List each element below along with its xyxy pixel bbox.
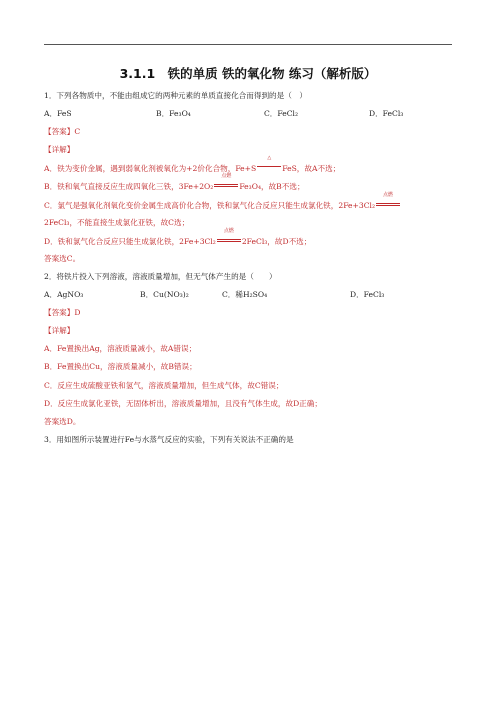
header-rule (44, 44, 452, 45)
q2-explain-a: A．Fe置换出Ag，溶液质量减小，故A错误； (44, 344, 197, 354)
reaction-condition: 点燃 (221, 173, 232, 180)
q2-option-a: A．AgNO₃ (44, 290, 84, 300)
q1-explain-a (44, 155, 454, 175)
q1-explain-a-tail: FeS，故A不选； (282, 164, 341, 174)
q1-explain-d (44, 227, 454, 248)
q1-options (44, 107, 454, 121)
q1-option-d: D．FeCl₃ (369, 109, 404, 119)
reaction-arrow (256, 155, 282, 171)
reaction-condition: 点燃 (223, 227, 234, 234)
q1-explain-c-text: C．氯气是强氧化剂氧化变价金属生成高价化合物，铁和氯气化合反应只能生成氯化铁，2Fe+3Cl₂ (44, 200, 376, 210)
q2-option-d: D．FeCl₃ (350, 290, 385, 300)
q2-answer: 【答案】D (44, 308, 81, 318)
q1-explain-d-text: D．铁和氯气化合反应只能生成氯化铁，2Fe+3Cl₂ (44, 236, 216, 246)
reaction-arrow (216, 227, 242, 244)
q2-options (44, 288, 454, 302)
reaction-arrow (375, 191, 401, 208)
q2-conclusion: 答案选D。 (44, 416, 81, 426)
q1-explain-d-tail: 2FeCl₃，故D不选； (241, 236, 312, 246)
q2-explain-c: C．反应生成硫酸亚铁和氢气，溶液质量增加，但生成气体，故C错误； (44, 380, 284, 390)
q1-explain-a-text: A．铁为变价金属，遇到弱氧化剂被氧化为+2价化合物，Fe+S (44, 164, 257, 174)
q1-explain-c-line2: 2FeCl₃，不能直接生成氯化亚铁，故C选； (44, 217, 190, 227)
q2-explain-b: B．Fe置换出Cu，溶液质量减小，故B错误； (44, 362, 197, 372)
reaction-condition: △ (267, 155, 272, 162)
q1-stem: 1．下列各物质中，不能由组成它的两种元素的单质直接化合而得到的是（ ） (44, 91, 308, 100)
q3-stem: 3．用如图所示装置进行Fe与水蒸气反应的实验，下列有关说法不正确的是 (44, 434, 294, 444)
q1-answer: 【答案】C (44, 127, 81, 137)
page-title: 3.1.1 铁的单质 铁的氧化物 练习（解析版） (119, 66, 377, 81)
q2-option-c: C．稀H₂SO₄ (222, 290, 268, 300)
q1-explain-b-text: B．铁和氧气直接反应生成四氧化三铁，3Fe+2O₂ (44, 182, 214, 192)
q1-option-c: C．FeCl₂ (264, 109, 299, 119)
q1-detail-label: 【详解】 (44, 145, 75, 155)
reaction-condition: 点燃 (383, 191, 394, 198)
q1-conclusion: 答案选C。 (44, 253, 81, 263)
q1-option-a: A．FeS (44, 109, 72, 119)
q2-explain-d: D．反应生成氯化亚铁，无固体析出，溶液质量增加，且没有气体生成，故D正确； (44, 398, 322, 408)
q2-option-b: B．Cu(NO₃)₂ (140, 290, 189, 300)
document-body (44, 89, 454, 451)
reaction-arrow (213, 173, 239, 189)
q1-option-b: B．Fe₃O₄ (156, 109, 191, 119)
q2-detail-label: 【详解】 (44, 326, 75, 336)
q2-stem: 2．将铁片投入下列溶液，溶液质量增加，但无气体产生的是（ ） (44, 271, 277, 281)
q1-explain-c (44, 191, 454, 212)
q1-explain-b-tail: Fe₃O₄，故B不选； (239, 182, 305, 192)
